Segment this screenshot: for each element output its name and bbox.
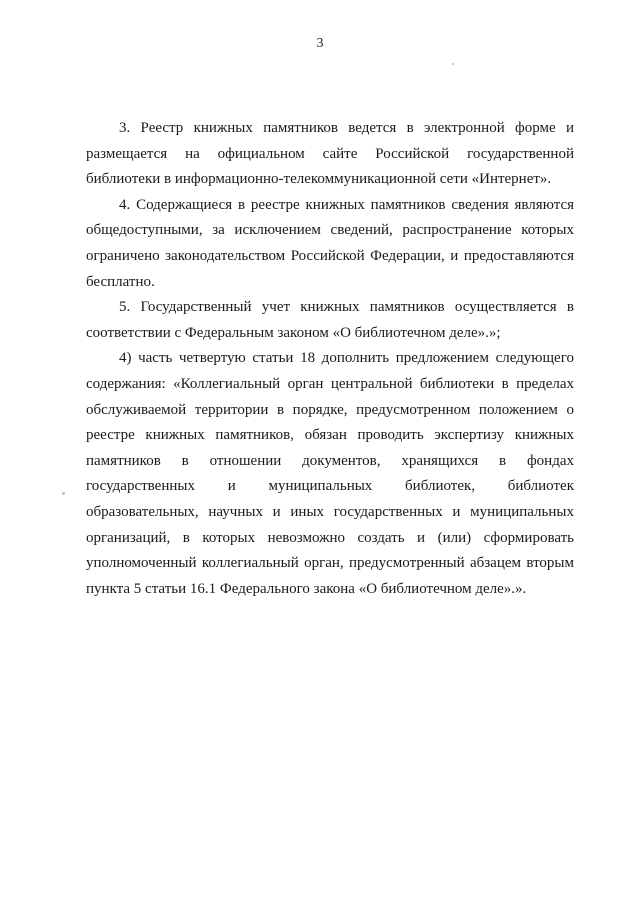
- paragraph-registry-public-access: 4. Содержащиеся в реестре книжных памятников сведения являются общедоступными, за исключением сведений, распространение которых ограничено законодательством Российской Федерации, и предоставляются бесплатно.: [86, 196, 574, 290]
- paragraph-registry-electronic-form: 3. Реестр книжных памятников ведется в электронной форме и размещается на официальном сайте Российской государственной библиотеки в информационно-телекоммуникационной сети «Интернет».: [86, 120, 574, 188]
- paragraph-state-accounting: 5. Государственный учет книжных памятников осуществляется в соответствии с Федеральным законом «О библиотечном деле».»;: [86, 299, 574, 341]
- page-number: 3: [316, 36, 324, 51]
- scan-speck: [452, 63, 454, 65]
- paragraph-amendment-article-18: 4) часть четвертую статьи 18 дополнить предложением следующего содержания: «Коллегиальный орган центральной библиотеки в пределах обслуживаемой территории в порядке, предусмотренном положением о реестре книжных памятников, обязан проводить экспертизу книжных памятников в отношении документов, хранящихся в фондах государственных и муниципальных библиотек, библиотек образовательных, научных и иных государственных и муниципальных организаций, в которых невозможно создать и (или) сформировать уполномоченный коллегиальный орган, предусмотренный абзацем вторым пункта 5 статьи 16.1 Федерального закона «О библиотечном деле».».: [86, 350, 574, 597]
- scan-speck: [62, 492, 65, 495]
- document-body: [86, 116, 574, 602]
